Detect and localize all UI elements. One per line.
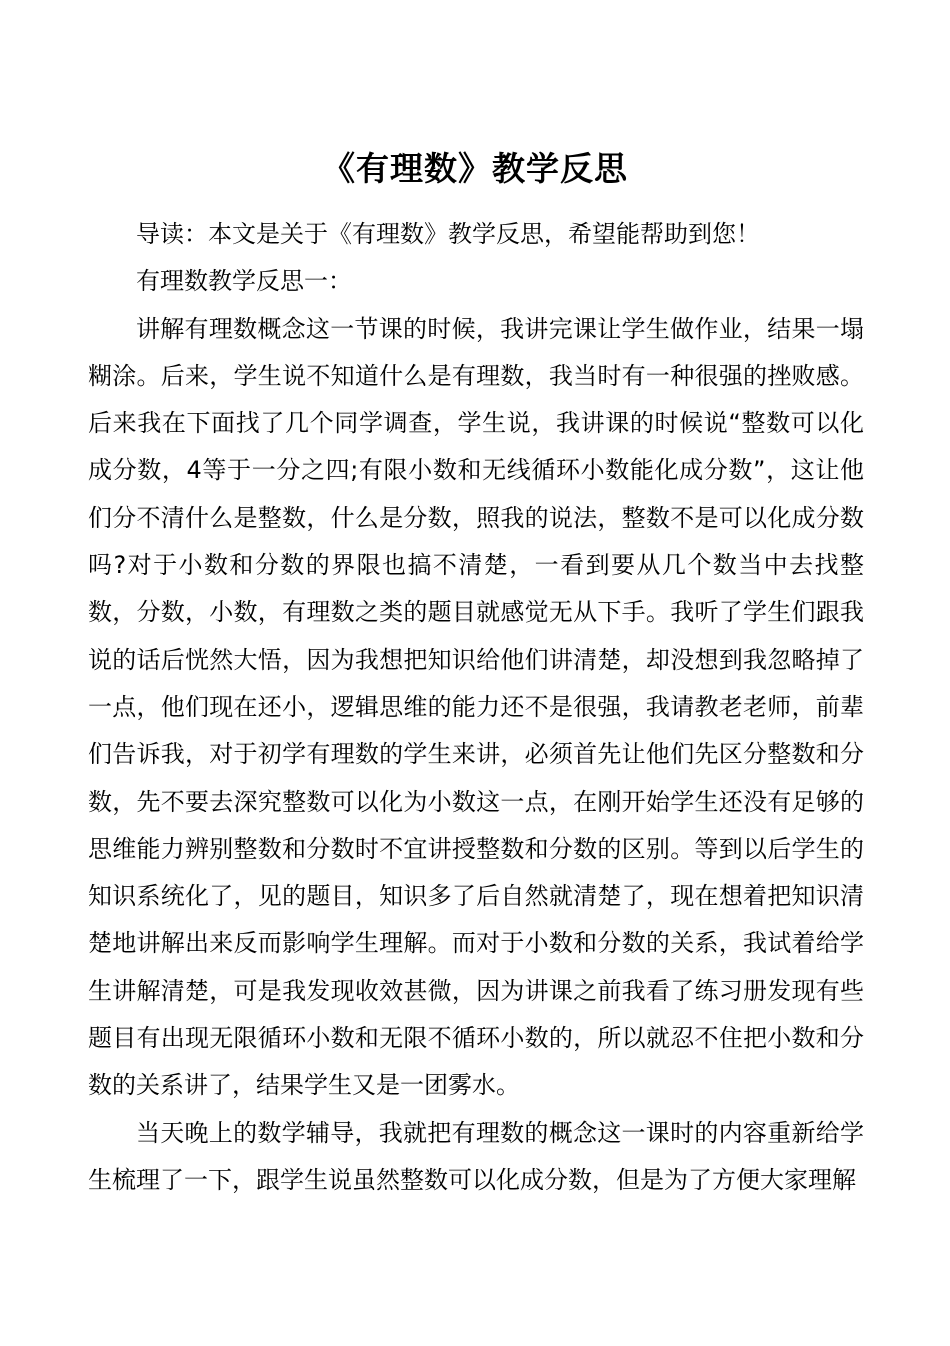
document-body <box>88 211 864 1204</box>
document-title: 《有理数》教学反思 <box>322 149 628 188</box>
intro-paragraph: 导读：本文是关于《有理数》教学反思，希望能帮助到您！ <box>136 220 760 248</box>
section-heading: 有理数教学反思一： <box>136 267 352 296</box>
body-paragraph: 当天晚上的数学辅导，我就把有理数的概念这一课时的内容重新给学生梳理了一下，跟学生说虽然整数可以化成分数，但是为了方便大家理解 <box>88 1118 864 1194</box>
body-paragraph: 讲解有理数概念这一节课的时候，我讲完课让学生做作业，结果一塌糊涂。后来，学生说不知道什么是有理数，我当时有一种很强的挫败感。后来我在下面找了几个同学调查，学生说，我讲课的时候说“整数可以化成分数，4等于一分之四;有限小数和无线循环小数能化成分数”，这让他们分不清什么是整数，什么是分数，照我的说法，整数不是可以化成分数吗?对于小数和分数的界限也搞不清楚，一看到要从几个数当中去找整数，分数，小数，有理数之类的题目就感觉无从下手。我听了学生们跟我说的话后恍然大悟，因为我想把知识给他们讲清楚，却没想到我忽略掉了一点，他们现在还小，逻辑思维的能力还不是很强，我请教老老师，前辈们告诉我，对于初学有理数的学生来讲，必须首先让他们先区分整数和分数，先不要去深究整数可以化为小数这一点，在刚开始学生还没有足够的思维能力辨别整数和分数时不宜讲授整数和分数的区别。等到以后学生的知识系统化了，见的题目，知识多了后自然就清楚了，现在想着把知识清楚地讲解出来反而影响学生理解。而对于小数和分数的关系，我试着给学生讲解清楚，可是我发现收效甚微，因为讲课之前我看了练习册发现有些题目有出现无限循环小数和无限不循环小数的，所以就忍不住把小数和分数的关系讲了，结果学生又是一团雾水。 <box>88 314 864 1100</box>
